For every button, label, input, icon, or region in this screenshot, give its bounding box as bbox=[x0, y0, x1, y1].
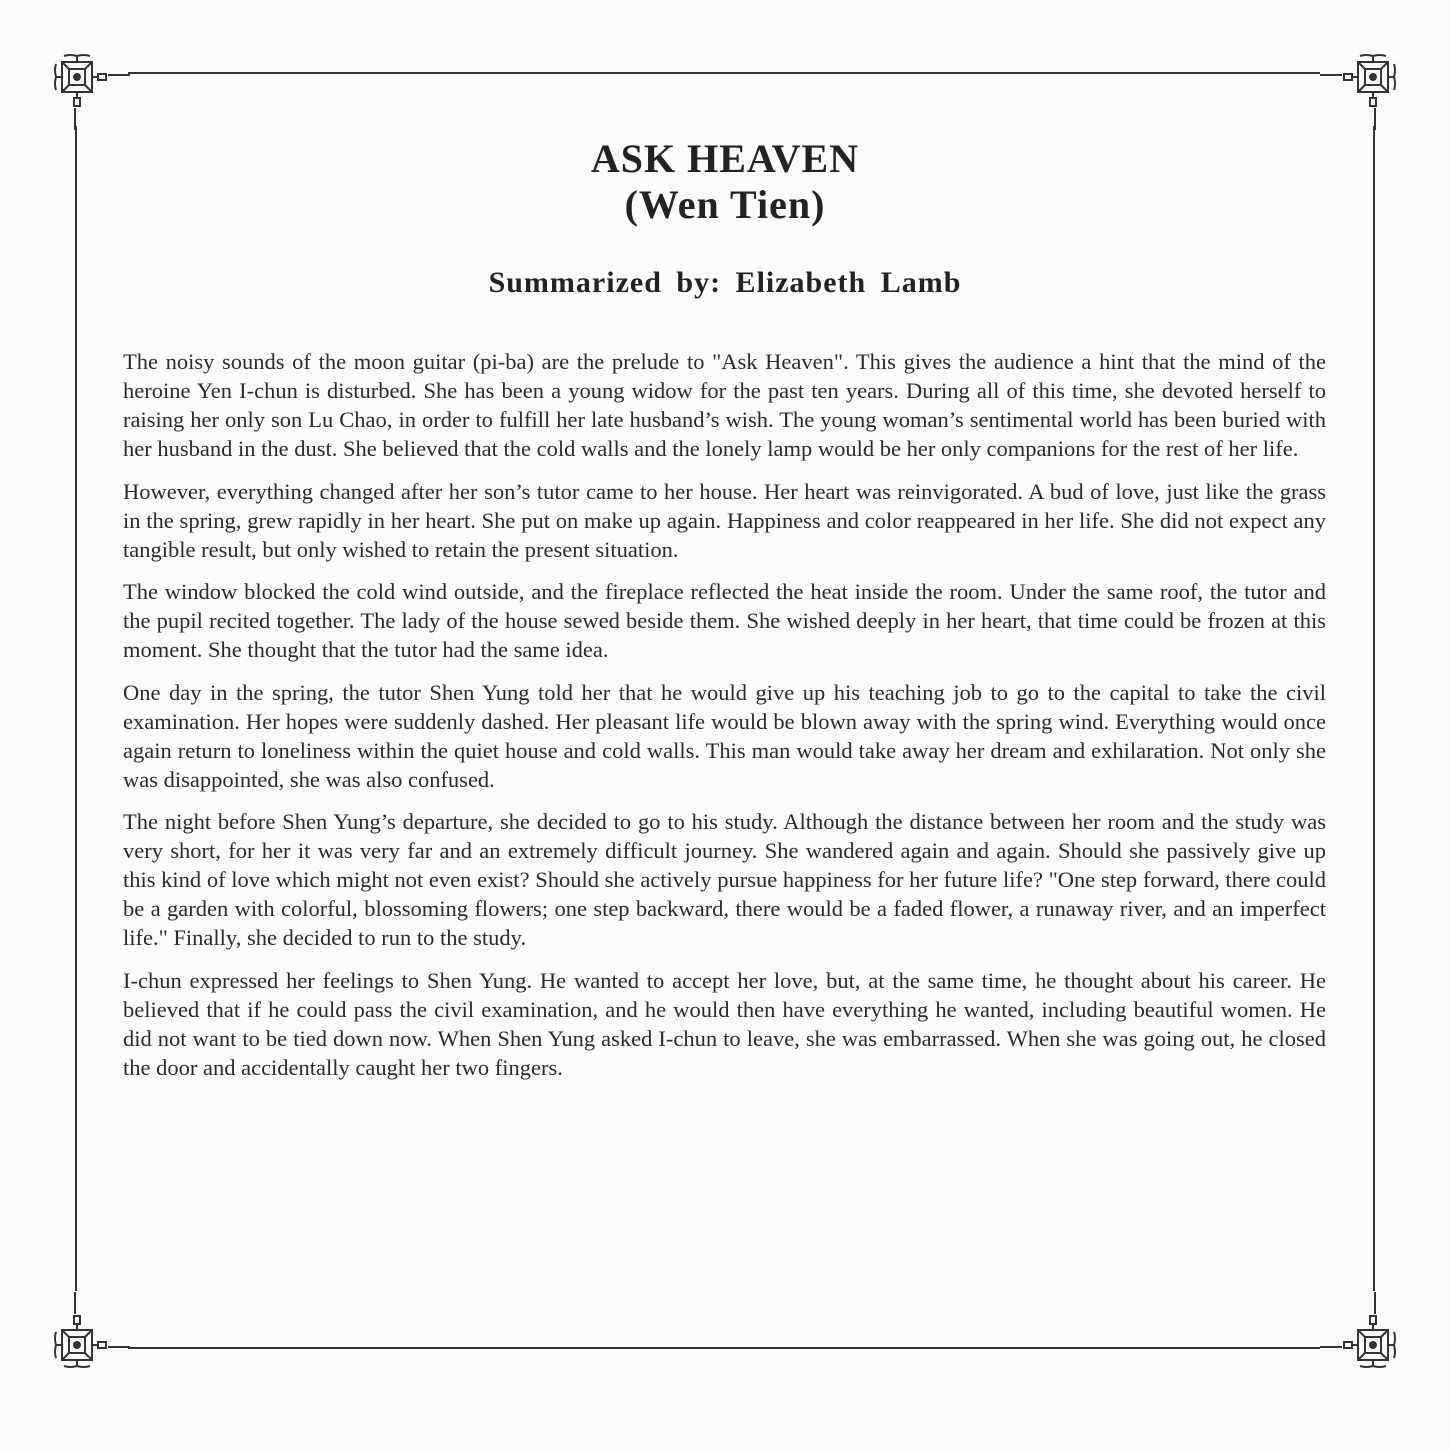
corner-ornament-icon bbox=[1318, 1290, 1398, 1370]
border-top-line bbox=[128, 72, 1320, 74]
page-title: ASK HEAVEN bbox=[590, 136, 860, 181]
body-text bbox=[123, 347, 1326, 1095]
corner-ornament-icon bbox=[1318, 52, 1398, 132]
corner-ornament-icon bbox=[52, 52, 132, 132]
border-right-line bbox=[1373, 126, 1375, 1291]
page-subtitle: (Wen Tien) bbox=[624, 182, 826, 227]
paragraph: I-chun expressed her feelings to Shen Yung. He wanted to accept her love, but, at the same time, he thought about his career. He believed that if he could pass the civil examination, and he would then have everything he wanted, including beautiful women. He did not want to be tied down now. When Shen Yung asked I-chun to leave, she was embarrassed. When she was going out, he closed the door and accidentally caught her two fingers. bbox=[123, 967, 1326, 1080]
corner-ornament-icon bbox=[52, 1290, 132, 1370]
title-block bbox=[0, 136, 1450, 228]
paragraph: However, everything changed after her son’s tutor came to her house. Her heart was reinvigorated. A bud of love, just like the grass in the spring, grew rapidly in her heart. She put on make up again. Happiness and color reappeared in her life. She did not expect any tangible result, but only wished to retain the present situation. bbox=[123, 478, 1326, 562]
paragraph: The window blocked the cold wind outside, and the fireplace reflected the heat inside the room. Under the same roof, the tutor and the pupil recited together. The lady of the house sewed beside them. She wished deeply in her heart, that time could be frozen at this moment. She thought that the tutor had the same idea. bbox=[123, 579, 1326, 662]
border-bottom-line bbox=[128, 1347, 1320, 1349]
border-left-line bbox=[75, 126, 77, 1291]
paragraph: The noisy sounds of the moon guitar (pi-ba) are the prelude to "Ask Heaven". This gives the audience a hint that the mind of the heroine Yen I-chun is disturbed. She has been a young widow for the past ten years. During all of this time, she devoted herself to raising her only son Lu Chao, in order to fulfill her late husband’s wish. The young woman’s sentimental world has been buried with her husband in the dust. She believed that the cold walls and the lonely lamp would be her only companions for the rest of her life. bbox=[123, 349, 1326, 461]
paragraph: One day in the spring, the tutor Shen Yung told her that he would give up his teaching job to go to the capital to take the civil examination. Her hopes were suddenly dashed. Her pleasant life would be blown away with the spring wind. Everything would once again return to loneliness within the quiet house and cold walls. This man would take away her dream and exhilaration. Not only she was disappointed, she was also confused. bbox=[123, 679, 1326, 792]
paragraph: The night before Shen Yung’s departure, she decided to go to his study. Although the distance between her room and the study was very short, for her it was very far and an extremely difficult journey. She wandered again and again. Should she passively give up this kind of love which might not even exist? Should she actively pursue happiness for her future life? "One step forward, there could be a garden with colorful, blossoming flowers; one step backward, there would be a faded flower, a runaway river, and an imperfect life." Finally, she decided to run to the study. bbox=[123, 809, 1326, 950]
byline: Summarized by: Elizabeth Lamb bbox=[488, 266, 962, 299]
